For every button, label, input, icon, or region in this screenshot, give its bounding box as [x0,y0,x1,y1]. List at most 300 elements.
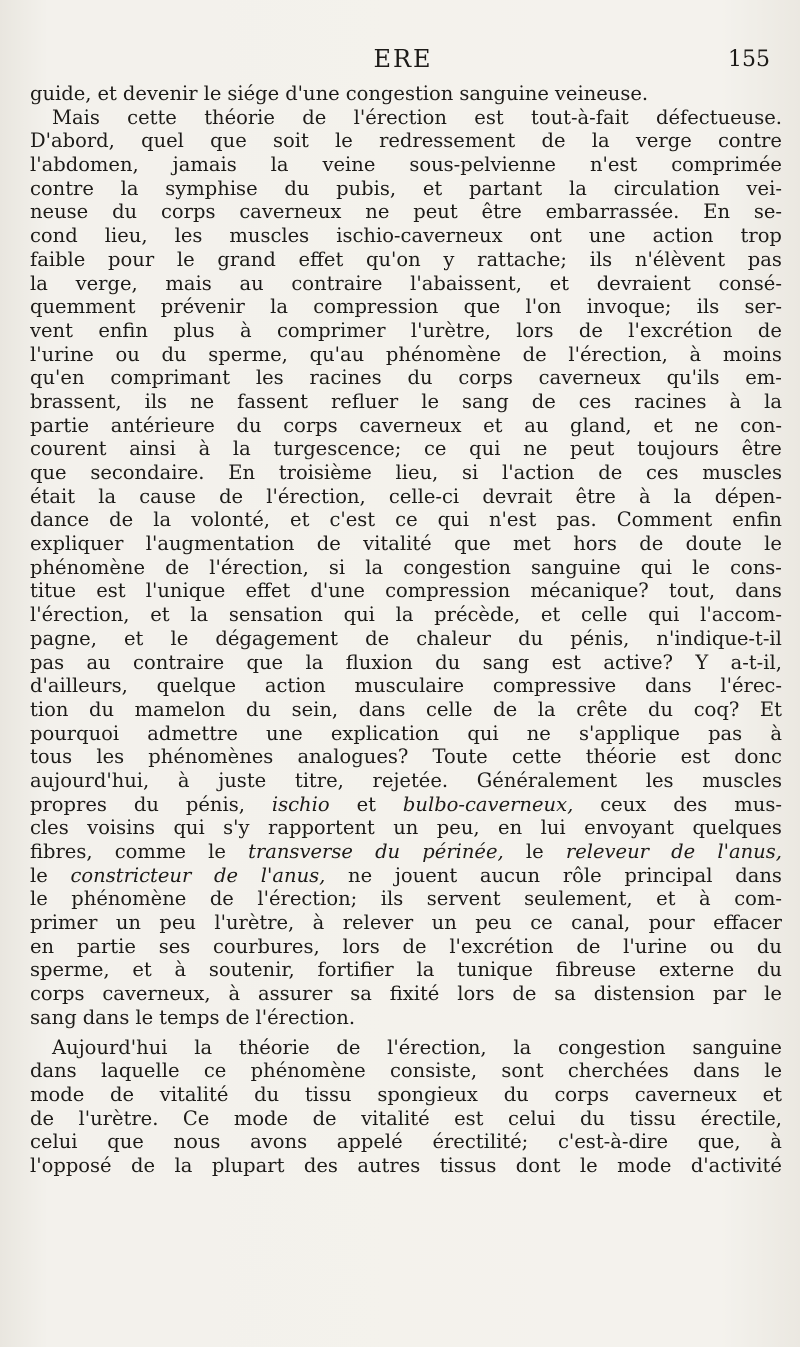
word: musculaire [354,674,465,698]
word: de [671,840,696,863]
word: des [673,792,708,816]
word: cette [511,745,562,769]
word: à [770,1130,782,1154]
word: fluxion [345,650,413,674]
word: caverneux [359,413,462,437]
word: effacer [713,911,782,935]
word: congestion [345,82,454,105]
word: comme [114,840,186,863]
text-line [30,840,782,864]
word: la [673,484,692,508]
word: et [653,413,673,437]
word: théorie [204,105,275,129]
word: et [762,1082,782,1106]
word: prévenir [160,295,245,319]
word: à [770,721,782,745]
text-line [30,556,782,580]
word: une [266,721,303,745]
word: sanguine [459,82,549,105]
word: à [312,911,325,935]
word: qui [467,721,499,745]
word: courent [30,437,107,461]
word: devrait [482,484,553,508]
word: doute [685,532,742,556]
word: antérieure [110,413,215,437]
word: sensation [228,603,323,627]
word: courbures, [213,934,320,958]
word: de [522,342,547,366]
word: effet [245,579,291,603]
word: pourquoi [30,721,120,745]
word: au [86,650,111,674]
word: sang [482,650,530,674]
word: phénomène [71,887,187,911]
word: plus [173,318,215,342]
text-line [30,153,782,177]
word: à [228,982,241,1006]
word: D'abord, [30,129,115,153]
word: Et [759,697,782,721]
word: ser- [744,295,782,319]
text-line [30,1083,782,1107]
word: le [764,1059,782,1083]
word: vent [30,318,73,342]
word: verge [635,129,692,153]
word: dans [30,1059,77,1083]
word: sa [554,982,576,1006]
word: ces [645,461,679,484]
word: jouent [394,863,458,887]
word: servent [426,887,501,911]
word: compressive [492,674,617,698]
word: toujours [637,437,719,461]
word: vitalité [159,1082,229,1106]
word: du [648,697,674,721]
word: caverneux, [102,982,211,1006]
word: Ce [182,1106,210,1130]
text-line [30,864,782,888]
text-line [30,272,782,296]
word: En [228,461,256,484]
word: que [246,650,284,674]
word: ischio [271,792,330,816]
word: lors [342,934,380,958]
text-line [30,82,782,106]
word: cons- [730,555,782,579]
word: compression [385,579,511,603]
word: celle-ci [388,484,460,508]
word: action [264,674,326,698]
word: propres [30,792,107,816]
word: dans [735,579,782,603]
word: fixité [389,982,440,1006]
word: du [245,697,271,721]
word: y [443,247,455,271]
word: la [305,650,324,674]
word: la [270,295,288,319]
word: pas [30,650,65,674]
word: verge, [75,271,138,295]
text-line [30,816,782,840]
word: corps [554,1082,609,1106]
word: érectile, [700,1106,782,1130]
word: quelques [692,816,782,840]
word: assurer [257,982,333,1006]
word: un [115,911,141,935]
text-line [30,485,782,509]
text-line [30,129,782,153]
word: mode [30,1082,85,1106]
word: action [652,224,714,248]
word: défectueuse. [656,105,782,129]
word: muscles [702,461,782,484]
word: de [576,934,601,958]
word: celui [30,1130,78,1154]
word: caverneux [538,366,641,390]
word: la [153,508,172,532]
word: partie [76,934,136,958]
word: ses [158,934,191,958]
word: et [422,176,443,200]
word: qui [469,437,501,461]
word: du [236,413,262,437]
word: tissu [629,1106,677,1130]
word: racines [309,366,382,390]
word: au [524,413,549,437]
word: n'indique-t-il [656,626,782,650]
text-line [30,958,782,982]
word: devenir [122,82,198,105]
word: pas. [556,508,597,532]
text-line [30,722,782,746]
word: tout, [668,579,716,603]
word: lieu, [104,224,148,248]
word: primer [30,911,98,935]
word: sanguine [692,1035,782,1059]
word: spongieux [377,1082,478,1106]
word: sous-pelvienne [409,153,556,177]
word: la [194,1035,213,1059]
word: distension [593,982,695,1006]
word: ce [424,437,447,461]
word: la [120,176,139,200]
word: l'érec- [720,674,782,698]
word: peut [413,200,458,224]
word: la [537,697,556,721]
word: envoyant [584,816,674,840]
word: et [483,413,503,437]
word: congestion [403,555,511,579]
word: le [335,129,353,153]
word: de [225,1005,250,1029]
word: les [96,745,125,769]
word: faible [30,247,86,271]
word: celle [580,603,628,627]
word: ce [203,1059,227,1083]
word: moins [722,342,782,366]
word: le [30,863,48,887]
word: la [513,1035,532,1059]
word: une [588,224,626,248]
word: a-t-il, [730,650,782,674]
word: l'urètre, [214,911,295,935]
word: releveur [565,840,649,863]
word: tous [30,745,73,769]
word: théorie [238,1035,310,1059]
word: Toute [432,745,488,769]
word: sperme, [208,342,288,366]
word: sanguine [531,555,621,579]
word: gland, [570,413,632,437]
word: si [328,555,346,579]
word: et [356,792,376,816]
word: con- [740,413,782,437]
word: la [174,1153,193,1177]
word: quelque [156,674,237,698]
word: que [210,129,247,153]
word: Mais [52,105,100,129]
word: temps [159,1005,220,1029]
word: qu'on [366,247,421,271]
word: la [395,603,414,627]
word: l'abaissent, [410,271,522,295]
word: dance [30,508,90,532]
word: qui [343,603,375,627]
word: met [513,532,551,556]
text-line [30,366,782,390]
word: rapportent [268,816,375,840]
word: de [209,887,234,911]
word: rôle [562,863,602,887]
word: appelé [336,1130,403,1154]
word: s'applique [578,721,680,745]
word: phénomène [385,342,501,366]
word: c'est [329,508,376,532]
text-line [30,982,782,1006]
word: secondaire. [90,461,205,484]
word: le [135,1005,154,1029]
word: dans [644,674,692,698]
word: l'érection, [387,1035,487,1059]
word: em- [745,366,782,390]
word: n'est [488,508,537,532]
word: érectilité; [432,1130,529,1154]
word: la [591,129,610,153]
word: pour [648,911,695,935]
word: laquelle [101,1059,180,1083]
word: enfin [98,318,148,342]
word: c'est-à-dire [557,1130,669,1154]
word: si [461,461,479,484]
word: l'anus, [260,863,326,887]
word: le [764,532,782,556]
word: du [284,176,310,200]
word: de [302,105,327,129]
word: nous [173,1130,221,1154]
word: mais [165,271,212,295]
word: à [729,389,742,413]
text-line [30,651,782,675]
word: soit [272,129,309,153]
word: s'y [223,816,250,840]
text-line [30,437,782,461]
word: l'excrétion [628,318,733,342]
word: de [493,697,518,721]
word: de [312,1106,337,1130]
word: tissus [439,1153,497,1177]
word: hors [573,532,617,556]
word: ainsi [129,437,176,461]
word: les [174,224,203,248]
word: est [96,579,126,603]
word: peu, [436,816,480,840]
word: ne [348,863,373,887]
word: ce [530,911,553,935]
word: l'urètre. [78,1106,159,1130]
word: tunique [457,958,533,982]
text-line [30,627,782,651]
word: quel [141,129,184,153]
word: dans [735,863,782,887]
word: à [689,342,702,366]
word: guide, [30,82,92,105]
word: transverse [248,840,353,863]
word: brassent, [30,389,122,413]
text-line [30,295,782,319]
word: peu [475,911,512,935]
word: volonté, [191,508,271,532]
word: En [703,200,730,224]
word: d'ailleurs, [30,674,128,698]
word: être [481,200,522,224]
word: qui [648,603,680,627]
word: du [254,1082,280,1106]
word: voisins [87,816,155,840]
running-header [28,45,778,79]
word: est [680,745,711,769]
word: précède, [434,603,521,627]
word: qui [437,508,469,532]
word: vitalité [361,1106,430,1130]
word: l'érection, [30,603,130,627]
text-line [30,674,782,698]
text-line [30,248,782,272]
text-line [30,1107,782,1131]
word: refluer [330,389,399,413]
word: symphise [165,176,258,200]
word: vitalité [363,532,432,556]
word: ou [115,342,140,366]
word: mode [233,1106,289,1130]
word: du [375,840,401,863]
word: n'est [589,153,638,177]
word: la [568,176,587,200]
word: le [764,982,782,1006]
word: que, [697,1130,741,1154]
word: que [463,295,501,319]
word: l'érection; [257,887,358,911]
word: que [30,461,67,484]
word: se- [753,200,782,224]
word: consiste, [390,1059,478,1083]
word: de [110,1082,135,1106]
word: jamais [172,153,237,177]
word: active? [603,650,673,674]
word: dans [358,697,406,721]
word: cond [30,224,78,248]
word: un [431,911,457,935]
word: cette [127,105,177,129]
word: tissu [304,1082,352,1106]
word: de [512,982,537,1006]
word: qu'au [309,342,365,366]
text-line [30,106,782,130]
word: celui [507,1106,556,1130]
word: les [645,768,674,792]
word: phénomène [250,1059,366,1083]
word: la [190,603,209,627]
word: l'excrétion [449,934,554,958]
word: caverneux [634,1082,737,1106]
word: autres [357,1153,421,1177]
word: analogues? [297,745,409,769]
word: la [232,437,251,461]
word: du [435,650,461,674]
word: l'érection, [209,555,309,579]
word: devraient [596,271,691,295]
word: quemment [30,295,136,319]
word: donc [734,745,782,769]
word: cause [139,484,196,508]
word: ont [529,224,562,248]
text-line [30,1036,782,1060]
word: ne [190,389,215,413]
word: et [656,887,676,911]
word: l'érection. [255,1005,356,1029]
word: fassent [237,389,308,413]
word: dans [82,1005,130,1029]
word: qui [640,555,673,579]
text-line [30,579,782,603]
word: lors [516,318,554,342]
word: mamelon [134,697,226,721]
word: tout-à-fait [531,105,629,129]
word: sont [501,1059,544,1083]
word: titue [30,579,77,603]
word: sperme, [30,958,110,982]
word: aujourd'hui, [30,768,150,792]
text-line [30,935,782,959]
word: cles [30,816,69,840]
word: au [239,271,264,295]
word: du [503,1082,529,1106]
word: trop [740,224,782,248]
word: dépen- [714,484,782,508]
text-line [30,390,782,414]
word: la [365,555,384,579]
word: corps [458,366,513,390]
word: contraire [291,271,383,295]
word: partant [468,176,543,200]
word: constricteur [70,863,192,887]
word: l'érection, [266,484,366,508]
word: et [150,603,170,627]
word: l'urètre, [410,318,491,342]
word: la [30,271,48,295]
word: comprimée [671,153,782,177]
word: pour [108,247,155,271]
word: partie [30,413,90,437]
